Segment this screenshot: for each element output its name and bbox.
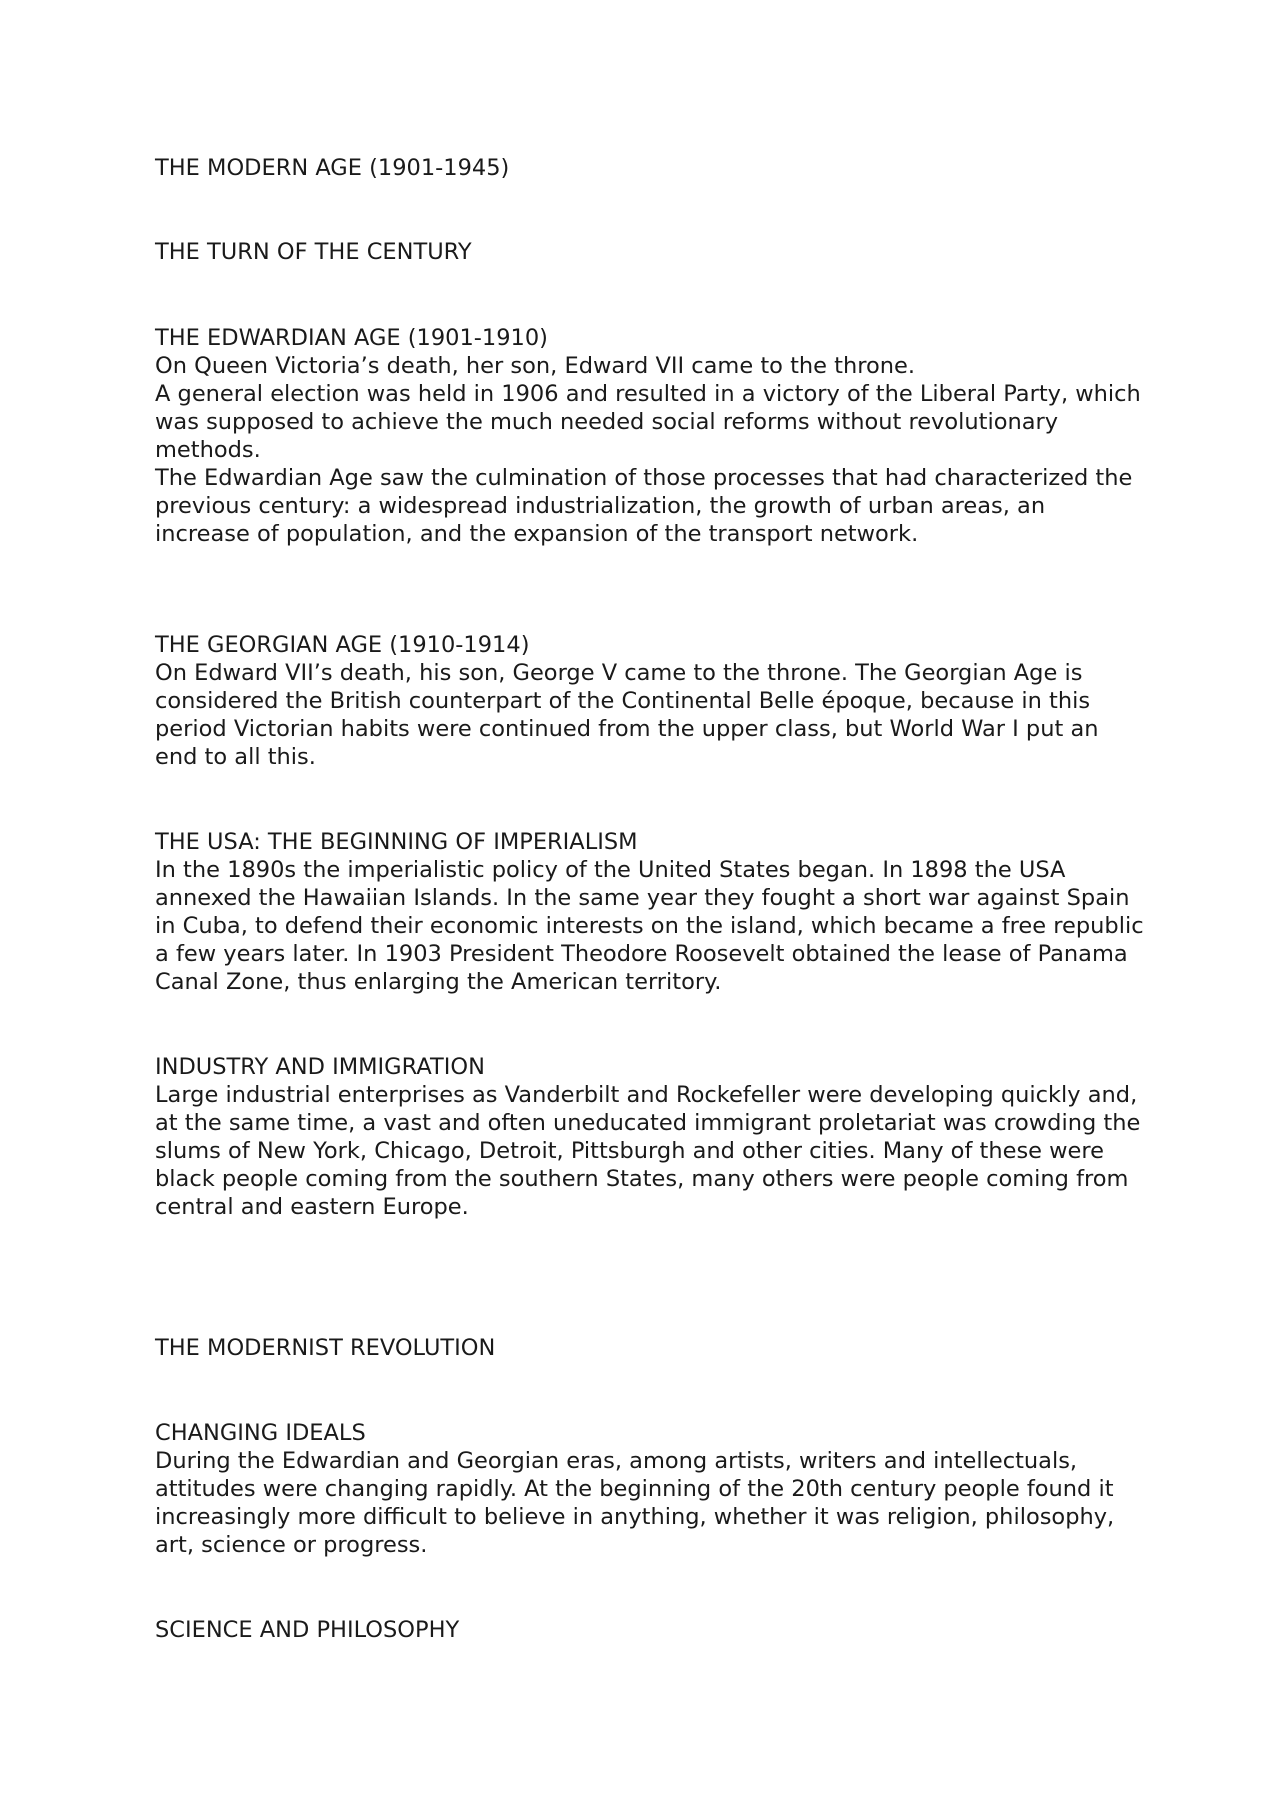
industry-heading: INDUSTRY AND IMMIGRATION <box>155 1054 485 1080</box>
document-title: THE MODERN AGE (1901-1945) <box>155 155 510 181</box>
ideals-paragraph-1: During the Edwardian and Georgian eras, among artists, writers and intellectuals, attitudes were changing rapidly. At the beginning of the 20th century people found it increasingly more difficult to believe in anything, whether it was religion, philosophy, art, science or progress. <box>155 1448 1115 1558</box>
georgian-section <box>155 631 1145 771</box>
science-section <box>155 1616 1145 1644</box>
georgian-paragraph-1: On Edward VII’s death, his son, George V came to the throne. The Georgian Age is considered the British counterpart of the Continental Belle époque, because in this period Victorian habits were continued from the upper class, but World War I put an end to all this. <box>155 660 1099 770</box>
georgian-heading: THE GEORGIAN AGE (1910-1914) <box>155 632 530 658</box>
section-turn-block <box>155 238 1145 266</box>
edwardian-paragraph-2: A general election was held in 1906 and resulted in a victory of the Liberal Party, which was supposed to achieve the much needed social reforms without revolutionary methods. <box>155 381 1141 463</box>
edwardian-paragraph-1: On Queen Victoria’s death, her son, Edward VII came to the throne. <box>155 353 916 379</box>
industry-paragraph-1: Large industrial enterprises as Vanderbilt and Rockefeller were developing quickly and, at the same time, a vast and often uneducated immigrant proletariat was crowding the slums of New York, Chicago, Detroit, Pittsburgh and other cities. Many of these were black people coming from the southern States, many others were people coming from central and eastern Europe. <box>155 1082 1141 1220</box>
ideals-heading: CHANGING IDEALS <box>155 1420 366 1446</box>
edwardian-section <box>155 324 1145 548</box>
industry-section <box>155 1053 1145 1221</box>
usa-heading: THE USA: THE BEGINNING OF IMPERIALISM <box>155 829 638 855</box>
edwardian-paragraph-3: The Edwardian Age saw the culmination of those processes that had characterized the previous century: a widespread industrialization, the growth of urban areas, an increase of population, and the expansion of the transport network. <box>155 465 1133 547</box>
ideals-section <box>155 1419 1145 1559</box>
usa-paragraph-1: In the 1890s the imperialistic policy of the United States began. In 1898 the USA annexed the Hawaiian Islands. In the same year they fought a short war against Spain in Cuba, to defend their economic interests on the island, which became a free republic a few years later. In 1903 President Theodore Roosevelt obtained the lease of Panama Canal Zone, thus enlarging the American territory. <box>155 857 1144 995</box>
edwardian-heading: THE EDWARDIAN AGE (1901-1910) <box>155 325 548 351</box>
usa-section <box>155 828 1145 996</box>
section-heading-turn-of-century: THE TURN OF THE CENTURY <box>155 239 472 265</box>
section-heading-modernist-revolution: THE MODERNIST REVOLUTION <box>155 1335 496 1361</box>
section-modernist-block <box>155 1334 1145 1362</box>
science-heading: SCIENCE AND PHILOSOPHY <box>155 1617 460 1643</box>
document-title-block <box>155 154 1145 182</box>
